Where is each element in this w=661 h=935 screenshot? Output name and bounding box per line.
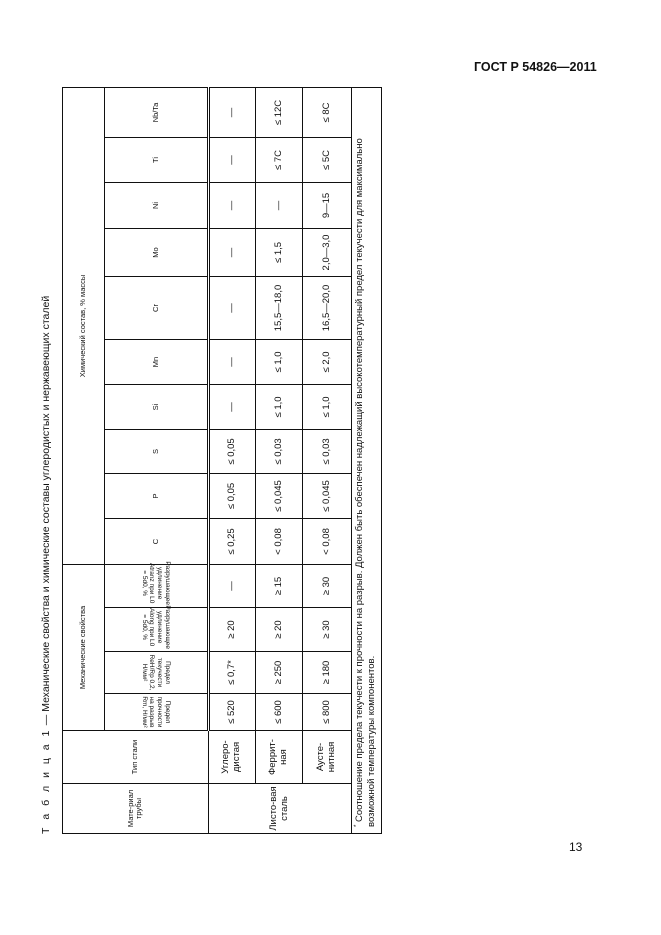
header-p: P [105,473,209,518]
cell-ti: — [208,137,255,182]
cell-tensile: ≤ 520 [208,694,255,731]
header-c: C [105,518,209,564]
cell-steel-type: Аусте-нитная [303,731,351,784]
header-mechanical-properties: Механические свойства [63,564,105,730]
cell-elong-long: ≥ 30 [303,608,351,652]
header-mn: Mn [105,339,209,384]
header-tensile-strength: Предел прочности на разрыв Rm, Н/мм² [105,694,209,731]
cell-elong-trans: ≥ 15 [256,564,303,607]
header-ni: Ni [105,182,209,228]
cell-c: ≤ 0,25 [208,518,255,564]
cell-si: ≤ 1,0 [256,384,303,429]
cell-cr: 15,5—18,0 [256,276,303,339]
cell-s: ≤ 0,03 [303,429,351,473]
cell-nb-ta: ≤ 12C [256,87,303,137]
header-steel-type: Тип стали [63,731,209,784]
header-elongation-trans: Разрушающее удлинение Atranz при L0 = 5d0, % [105,564,209,607]
footnote [351,87,381,833]
table-row [208,87,255,833]
cell-c: < 0,08 [256,518,303,564]
cell-mn: ≤ 2,0 [303,339,351,384]
sub-header-row [105,87,209,833]
cell-mo: 2,0—3,0 [303,228,351,276]
cell-yield: ≤ 0,7* [208,652,255,694]
cell-s: ≤ 0,05 [208,429,255,473]
header-material: Мате-риал трубы [63,784,209,834]
cell-p: ≤ 0,045 [303,473,351,518]
cell-steel-type: Углеро-дистая [208,731,255,784]
cell-mn: ≤ 1,0 [256,339,303,384]
header-si: Si [105,384,209,429]
cell-elong-long: ≥ 20 [208,608,255,652]
cell-c: < 0,08 [303,518,351,564]
cell-cr: 16,5—20,0 [303,276,351,339]
cell-elong-trans: ≥ 30 [303,564,351,607]
cell-nb-ta: ≤ 8C [303,87,351,137]
cell-ti: ≤ 7C [256,137,303,182]
table-row [303,87,351,833]
cell-p: ≤ 0,05 [208,473,255,518]
cell-tensile: ≤ 600 [256,694,303,731]
table-label: Т а б л и ц а 1 [40,728,52,834]
cell-elong-trans: — [208,564,255,607]
cell-cr: — [208,276,255,339]
header-s: S [105,429,209,473]
page-number: 13 [569,840,583,854]
cell-ni: — [208,182,255,228]
cell-ni: — [256,182,303,228]
cell-p: ≤ 0,045 [256,473,303,518]
header-yield-strength: Предел текучести ReH/Rp 0,2, Н/мм² [105,652,209,694]
steel-properties-table [62,87,382,834]
cell-s: ≤ 0,03 [256,429,303,473]
header-mo: Mo [105,228,209,276]
cell-si: ≤ 1,0 [303,384,351,429]
cell-yield: ≥ 180 [303,652,351,694]
cell-tensile: ≤ 800 [303,694,351,731]
group-header-row [63,87,105,833]
footnote-text: Соотношение предела текучести к прочности на разрыв. Должен быть обеспечен надлежащий высокотемпературный предел текучести для максимально возможной температуры компонентов. [354,138,378,827]
document-code: ГОСТ Р 54826—2011 [474,60,597,74]
cell-elong-long: ≥ 20 [256,608,303,652]
header-cr: Cr [105,276,209,339]
cell-steel-type: Феррит-ная [256,731,303,784]
cell-mn: — [208,339,255,384]
cell-mo: — [208,228,255,276]
cell-material: Листо-вая сталь [208,784,351,834]
rotated-table-container [62,88,382,834]
cell-si: — [208,384,255,429]
table-title: — Механические свойства и химические составы углеродистых и нержавеющих сталей [40,295,52,729]
cell-nb-ta: — [208,87,255,137]
header-chemical-composition: Химический состав, % массы [63,87,105,564]
cell-yield: ≥ 250 [256,652,303,694]
footnote-marker: * [353,824,360,827]
table-row [256,87,303,833]
footnote-row [351,87,381,833]
header-nb-ta: Nb/Ta [105,87,209,137]
table-caption [38,234,54,834]
cell-mo: ≤ 1,5 [256,228,303,276]
cell-ni: 9—15 [303,182,351,228]
header-ti: Ti [105,137,209,182]
header-elongation-long: Разрушающее удлинение Along при L0 = 5d0, % [105,608,209,652]
cell-ti: ≤ 5C [303,137,351,182]
